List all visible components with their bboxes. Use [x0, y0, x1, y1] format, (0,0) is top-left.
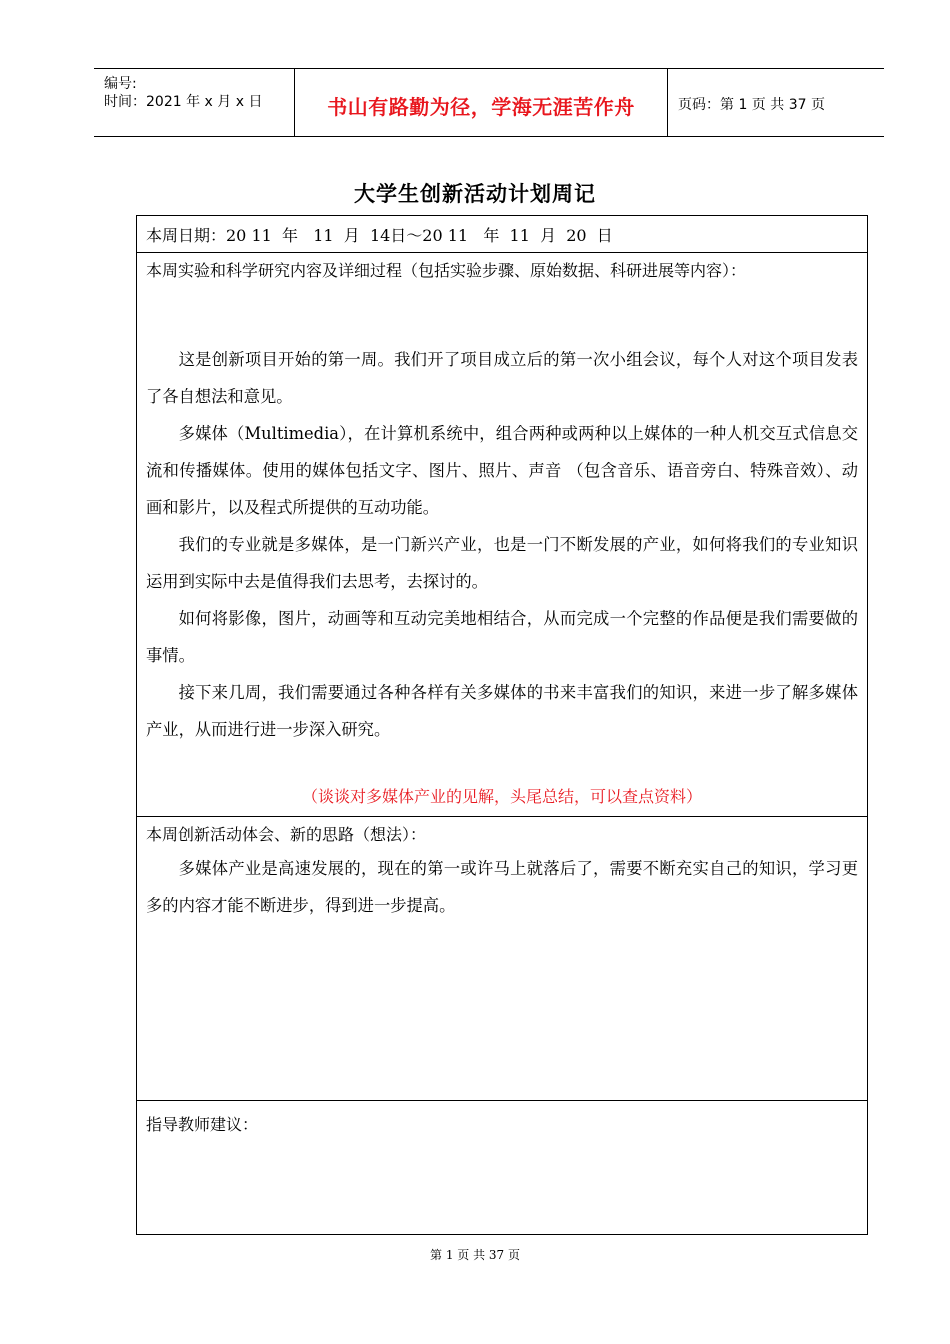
experiment-paragraph: 接下来几周，我们需要通过各种各样有关多媒体的书来丰富我们的知识，来进一步了解多媒体产业，从而进行进一步深入研究。 — [146, 683, 858, 739]
experiment-paragraph: 如何将影像，图片，动画等和互动完美地相结合，从而完成一个完整的作品便是我们需要做的事情。 — [146, 609, 858, 665]
weekly-report-form — [136, 215, 868, 1235]
header-motto-cell — [295, 69, 668, 136]
serial-number-label: 编号: — [104, 76, 137, 92]
reflection-heading: 本周创新活动体会、新的思路（想法）： — [146, 825, 427, 844]
date-row — [137, 216, 867, 253]
document-header — [94, 68, 884, 137]
week-date: 本周日期：20 11 年 11 月 14日～20 11 年 11 月 20 日 — [146, 226, 613, 245]
experiment-section — [137, 253, 867, 817]
page-title: 大学生创新活动计划周记 — [354, 182, 596, 206]
experiment-paragraph: 这是创新项目开始的第一周。我们开了项目成立后的第一次小组会议，每个人对这个项目发表了各自想法和意见。 — [146, 350, 858, 406]
experiment-paragraph: 我们的专业就是多媒体，是一门新兴产业，也是一门不断发展的产业，如何将我们的专业知识运用到实际中去是值得我们去思考，去探讨的。 — [146, 535, 858, 591]
reflection-paragraph: 多媒体产业是高速发展的，现在的第一或许马上就落后了，需要不断充实自己的知识，学习更多的内容才能不断进步，得到进一步提高。 — [146, 859, 858, 915]
header-meta-cell — [94, 69, 295, 136]
experiment-note: （谈谈对多媒体产业的见解，头尾总结，可以查点资料） — [301, 787, 702, 806]
experiment-paragraph: 多媒体（Multimedia），在计算机系统中，组合两种或两种以上媒体的一种人机交互式信息交流和传播媒体。使用的媒体包括文字、图片、照片、声音 （包含音乐、语音旁白、特殊音效）、动画和影片，以及程式所提供的互动功能。 — [146, 424, 858, 517]
time-label: 时间：2021 年 x 月 x 日 — [104, 94, 263, 110]
advisor-heading: 指导教师建议： — [146, 1115, 259, 1134]
experiment-heading: 本周实验和科学研究内容及详细过程（包括实验步骤、原始数据、科研进展等内容）： — [146, 261, 747, 280]
motto: 书山有路勤为径，学海无涯苦作舟 — [327, 95, 635, 119]
advisor-section — [137, 1101, 867, 1234]
reflection-section — [137, 817, 867, 1101]
page-footer: 第 1 页 共 37 页 — [430, 1248, 520, 1262]
header-page-cell — [668, 69, 884, 136]
page-info: 页码：第 1 页 共 37 页 — [678, 97, 825, 113]
